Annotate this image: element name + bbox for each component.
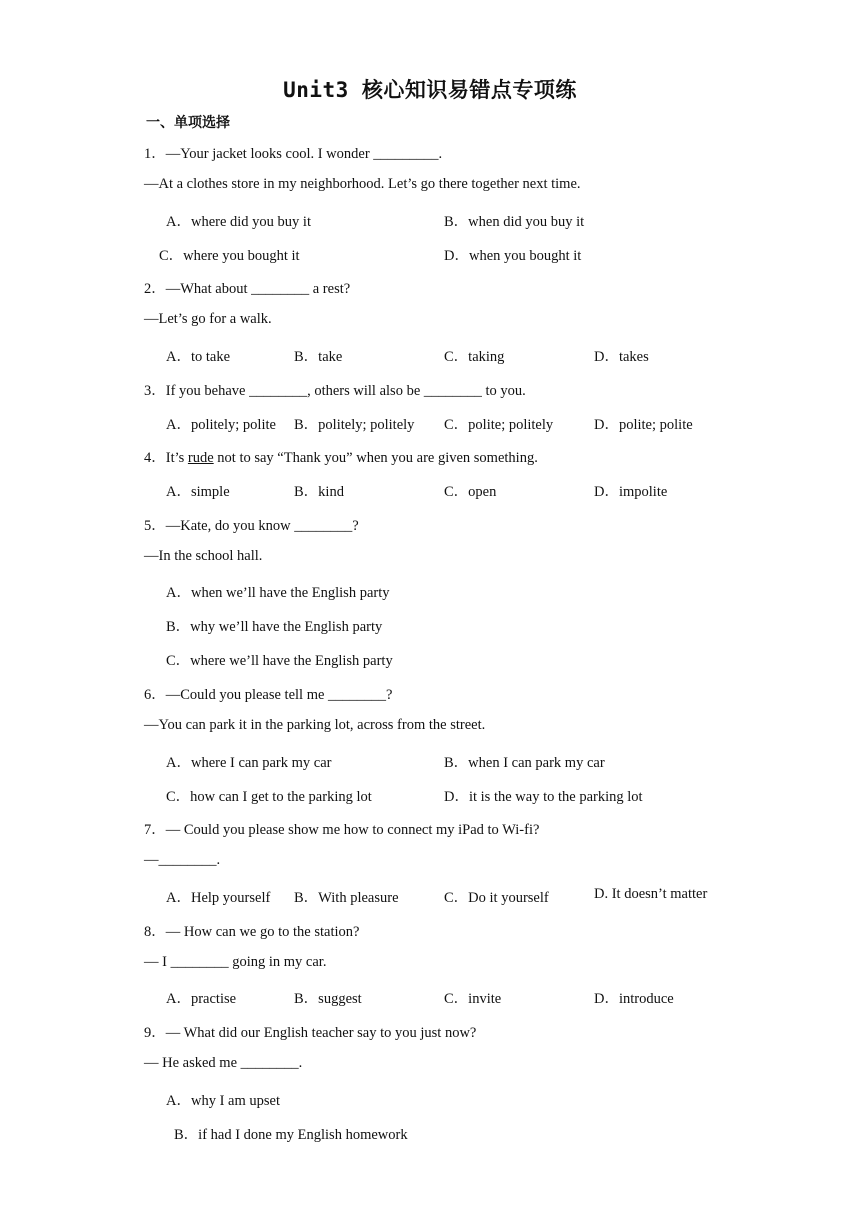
section-heading: 一、单项选择 [146, 115, 230, 131]
question-2-option-c: C．taking [444, 349, 505, 365]
question-9-option-a: A．why I am upset [166, 1093, 280, 1109]
question-9-stem: 9．— What did our English teacher say to you just now? [144, 1025, 477, 1041]
question-1-stem: 1．—Your jacket looks cool. I wonder _________. [144, 146, 443, 162]
question-6-option-d: D．it is the way to the parking lot [444, 789, 643, 805]
question-5-option-a: A．when we’ll have the English party [166, 585, 390, 601]
question-4-option-c: C．open [444, 484, 497, 500]
question-2-reply: —Let’s go for a walk. [144, 311, 272, 327]
question-5-reply: —In the school hall. [144, 548, 263, 564]
question-1-option-b: B．when did you buy it [444, 214, 585, 230]
question-2-option-d: D．takes [594, 349, 649, 365]
question-6-option-b: B．when I can park my car [444, 755, 605, 771]
question-1-option-c: C．where you bought it [159, 248, 300, 264]
question-4-option-b: B．kind [294, 484, 344, 500]
question-7-option-d: D. It doesn’t matter [594, 886, 708, 902]
question-7-option-b: B．With pleasure [294, 890, 399, 906]
question-2-stem: 2．—What about ________ a rest? [144, 281, 351, 297]
question-3-option-c: C．polite; politely [444, 417, 554, 433]
question-8-option-c: C．invite [444, 991, 502, 1007]
question-9-reply: — He asked me ________. [144, 1055, 303, 1071]
question-5-stem: 5．—Kate, do you know ________? [144, 518, 359, 534]
question-4-option-a: A．simple [166, 484, 230, 500]
question-9-option-b: B．if had I done my English homework [174, 1127, 408, 1143]
question-6-reply: —You can park it in the parking lot, across from the street. [144, 717, 486, 733]
question-4-underlined-word: rude [187, 450, 214, 466]
question-1-option-a: A．where did you buy it [166, 214, 311, 230]
page-title: Unit3 核心知识易错点专项练 [283, 78, 577, 102]
question-4-stem-start: 4．It’s [144, 450, 188, 466]
question-5-option-b: B．why we’ll have the English party [166, 619, 383, 635]
question-6-option-c: C．how can I get to the parking lot [166, 789, 372, 805]
question-8-option-d: D．introduce [594, 991, 674, 1007]
question-7-option-a: A．Help yourself [166, 890, 271, 906]
question-1-option-d: D．when you bought it [444, 248, 582, 264]
question-8-option-a: A．practise [166, 991, 237, 1007]
question-8-stem: 8．— How can we go to the station? [144, 924, 360, 940]
question-8-option-b: B．suggest [294, 991, 362, 1007]
question-2-option-b: B．take [294, 349, 343, 365]
question-6-stem: 6．—Could you please tell me ________? [144, 687, 393, 703]
question-1-reply: —At a clothes store in my neighborhood. Let’s go there together next time. [144, 176, 581, 192]
question-7-option-c: C．Do it yourself [444, 890, 549, 906]
question-3-option-b: B．politely; politely [294, 417, 415, 433]
question-8-reply: — I ________ going in my car. [144, 954, 327, 970]
question-4-stem-end: not to say “Thank you” when you are given something. [213, 450, 538, 466]
question-3-option-d: D．polite; polite [594, 417, 693, 433]
question-6-option-a: A．where I can park my car [166, 755, 332, 771]
question-3-stem: 3．If you behave ________, others will also be ________ to you. [144, 383, 526, 399]
question-3-option-a: A．politely; polite [166, 417, 276, 433]
question-7-stem: 7．— Could you please show me how to connect my iPad to Wi-fi? [144, 822, 540, 838]
question-5-option-c: C．where we’ll have the English party [166, 653, 393, 669]
question-7-reply: —________. [144, 852, 221, 868]
question-4-option-d: D．impolite [594, 484, 668, 500]
question-4-stem [144, 446, 538, 467]
question-2-option-a: A．to take [166, 349, 231, 365]
